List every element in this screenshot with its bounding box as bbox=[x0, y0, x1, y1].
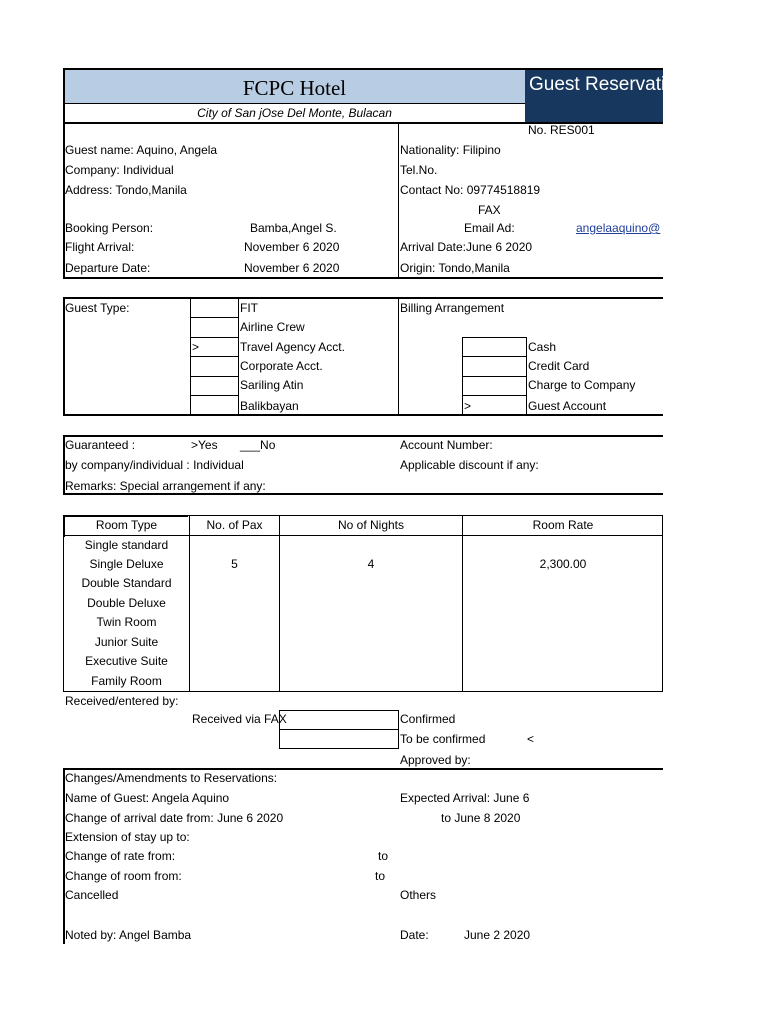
guest-type-checkbox[interactable] bbox=[190, 298, 239, 318]
received-via-fax: Received via FAX bbox=[192, 712, 287, 726]
guest-type-option: Sariling Atin bbox=[240, 378, 304, 392]
email-link[interactable]: angelaaquino@ bbox=[576, 221, 661, 235]
rate-change-from: Change of rate from: bbox=[65, 849, 176, 863]
changes-top-border bbox=[63, 768, 663, 770]
changes-guest-name: Name of Guest: Angela Aquino bbox=[65, 791, 230, 805]
billing-label: Billing Arrangement bbox=[400, 301, 505, 315]
guest-type-option: Balikbayan bbox=[240, 399, 299, 413]
guest-nationality: Nationality: Filipino bbox=[400, 143, 501, 157]
billing-checkbox[interactable] bbox=[462, 395, 527, 415]
form-title: Guest Reservation bbox=[529, 74, 687, 95]
guaranteed-yes: >Yes bbox=[191, 438, 218, 452]
email-label: Email Ad: bbox=[464, 221, 515, 235]
cancelled-label: Cancelled bbox=[65, 888, 119, 902]
arrival-date: Arrival Date:June 6 2020 bbox=[400, 240, 533, 254]
pax-header: No. of Pax bbox=[206, 518, 263, 532]
guest-name: Guest name: Aquino, Angela bbox=[65, 143, 218, 157]
billing-checkbox[interactable] bbox=[462, 376, 527, 396]
guest-section-bottom bbox=[63, 277, 663, 279]
nights-header: No of Nights bbox=[337, 518, 405, 532]
booking-person-label: Booking Person: bbox=[65, 221, 154, 235]
room-type: Double Standard bbox=[81, 576, 172, 590]
guest-fax-label: FAX bbox=[478, 203, 501, 217]
room-col-divider bbox=[462, 515, 463, 692]
departure-date-value: November 6 2020 bbox=[244, 261, 340, 275]
changes-title: Changes/Amendments to Reservations: bbox=[65, 771, 278, 785]
guest-type-checkbox[interactable] bbox=[190, 395, 239, 415]
to-be-confirmed-checkbox[interactable] bbox=[279, 729, 399, 749]
room-type: Single Deluxe bbox=[89, 557, 164, 571]
guaranteed-no: ___No bbox=[240, 438, 276, 452]
departure-date-label: Departure Date: bbox=[65, 261, 151, 275]
to-be-confirmed-mark: < bbox=[527, 732, 535, 746]
room-type-header: Room Type bbox=[95, 518, 158, 532]
guest-type-checkbox[interactable] bbox=[190, 356, 239, 377]
billing-option: Credit Card bbox=[528, 359, 590, 373]
to-be-confirmed-label: To be confirmed bbox=[400, 732, 486, 746]
billing-option: Guest Account bbox=[528, 399, 607, 413]
approved-by-label: Approved by: bbox=[400, 753, 471, 767]
guest-company: Company: Individual bbox=[65, 163, 174, 177]
guest-type-option: Airline Crew bbox=[240, 320, 305, 334]
guarantee-top-border bbox=[63, 435, 663, 437]
guest-type-checkbox[interactable] bbox=[190, 376, 239, 396]
guest-type-label: Guest Type: bbox=[65, 301, 130, 315]
top-border bbox=[63, 68, 663, 70]
room-rate-value: 2,300.00 bbox=[539, 557, 587, 571]
billing-checkbox[interactable] bbox=[462, 337, 527, 357]
guest-tel: Tel.No. bbox=[400, 163, 438, 177]
room-type: Family Room bbox=[91, 674, 162, 688]
discount-label: Applicable discount if any: bbox=[400, 458, 539, 472]
title-divider bbox=[64, 103, 525, 104]
guest-contact: Contact No: 09774518819 bbox=[400, 183, 541, 197]
noted-by: Noted by: Angel Bamba bbox=[65, 928, 192, 942]
received-by-label: Received/entered by: bbox=[65, 694, 179, 708]
confirmed-checkbox[interactable] bbox=[279, 710, 399, 730]
pax-value: 5 bbox=[231, 557, 238, 571]
guest-address: Address: Tondo,Manila bbox=[65, 183, 187, 197]
hotel-city: City of San jOse Del Monte, Bulacan bbox=[197, 106, 392, 120]
guest-type-mark: > bbox=[192, 340, 200, 354]
room-table-top-thick bbox=[63, 515, 188, 517]
booking-person-value: Bamba,Angel S. bbox=[250, 221, 337, 235]
billing-option: Cash bbox=[528, 340, 557, 354]
room-table-header-divider bbox=[63, 535, 663, 536]
room-type: Twin Room bbox=[96, 615, 157, 629]
room-col-divider bbox=[279, 515, 280, 692]
flight-arrival-value: November 6 2020 bbox=[244, 240, 340, 254]
guest-type-option: FIT bbox=[240, 301, 258, 315]
room-change-from: Change of room from: bbox=[65, 869, 182, 883]
billing-divider bbox=[398, 298, 399, 415]
reservation-number: No. RES001 bbox=[528, 123, 595, 137]
guaranteed-label: Guaranteed : bbox=[65, 438, 136, 452]
room-type: Executive Suite bbox=[85, 654, 168, 668]
guarantee-bottom-border bbox=[63, 493, 663, 495]
guest-type-top-border bbox=[63, 297, 663, 299]
guaranteed-by: by company/individual : Individual bbox=[65, 458, 244, 472]
flight-arrival-label: Flight Arrival: bbox=[65, 240, 135, 254]
guest-type-option: Travel Agency Acct. bbox=[240, 340, 345, 354]
hotel-name: FCPC Hotel bbox=[242, 76, 347, 100]
account-number-label: Account Number: bbox=[400, 438, 493, 452]
room-type: Double Deluxe bbox=[87, 596, 166, 610]
date-value: June 2 2020 bbox=[464, 928, 531, 942]
guest-type-option: Corporate Acct. bbox=[240, 359, 323, 373]
room-col-divider bbox=[189, 515, 190, 692]
billing-mark: > bbox=[464, 399, 472, 413]
nights-value: 4 bbox=[367, 557, 375, 571]
arrival-change-from: Change of arrival date from: June 6 2020 bbox=[65, 811, 284, 825]
arrival-change-to: to June 8 2020 bbox=[441, 811, 521, 825]
billing-option: Charge to Company bbox=[528, 378, 636, 392]
confirmed-label: Confirmed bbox=[400, 712, 456, 726]
guest-type-bottom-border bbox=[63, 414, 663, 416]
expected-arrival: Expected Arrival: June 6 bbox=[400, 791, 530, 805]
guest-type-checkbox[interactable] bbox=[190, 317, 239, 338]
remarks-label: Remarks: Special arrangement if any: bbox=[65, 479, 266, 493]
date-label: Date: bbox=[400, 928, 429, 942]
room-type: Single standard bbox=[84, 538, 169, 552]
room-rate-header: Room Rate bbox=[532, 518, 594, 532]
origin: Origin: Tondo,Manila bbox=[400, 261, 510, 275]
guest-column-divider bbox=[398, 123, 399, 278]
billing-checkbox[interactable] bbox=[462, 356, 527, 377]
others-label: Others bbox=[400, 888, 437, 902]
rate-change-to: to bbox=[378, 849, 389, 863]
room-type: Junior Suite bbox=[94, 635, 159, 649]
room-change-to: to bbox=[375, 869, 386, 883]
extension-of-stay: Extension of stay up to: bbox=[65, 830, 190, 844]
